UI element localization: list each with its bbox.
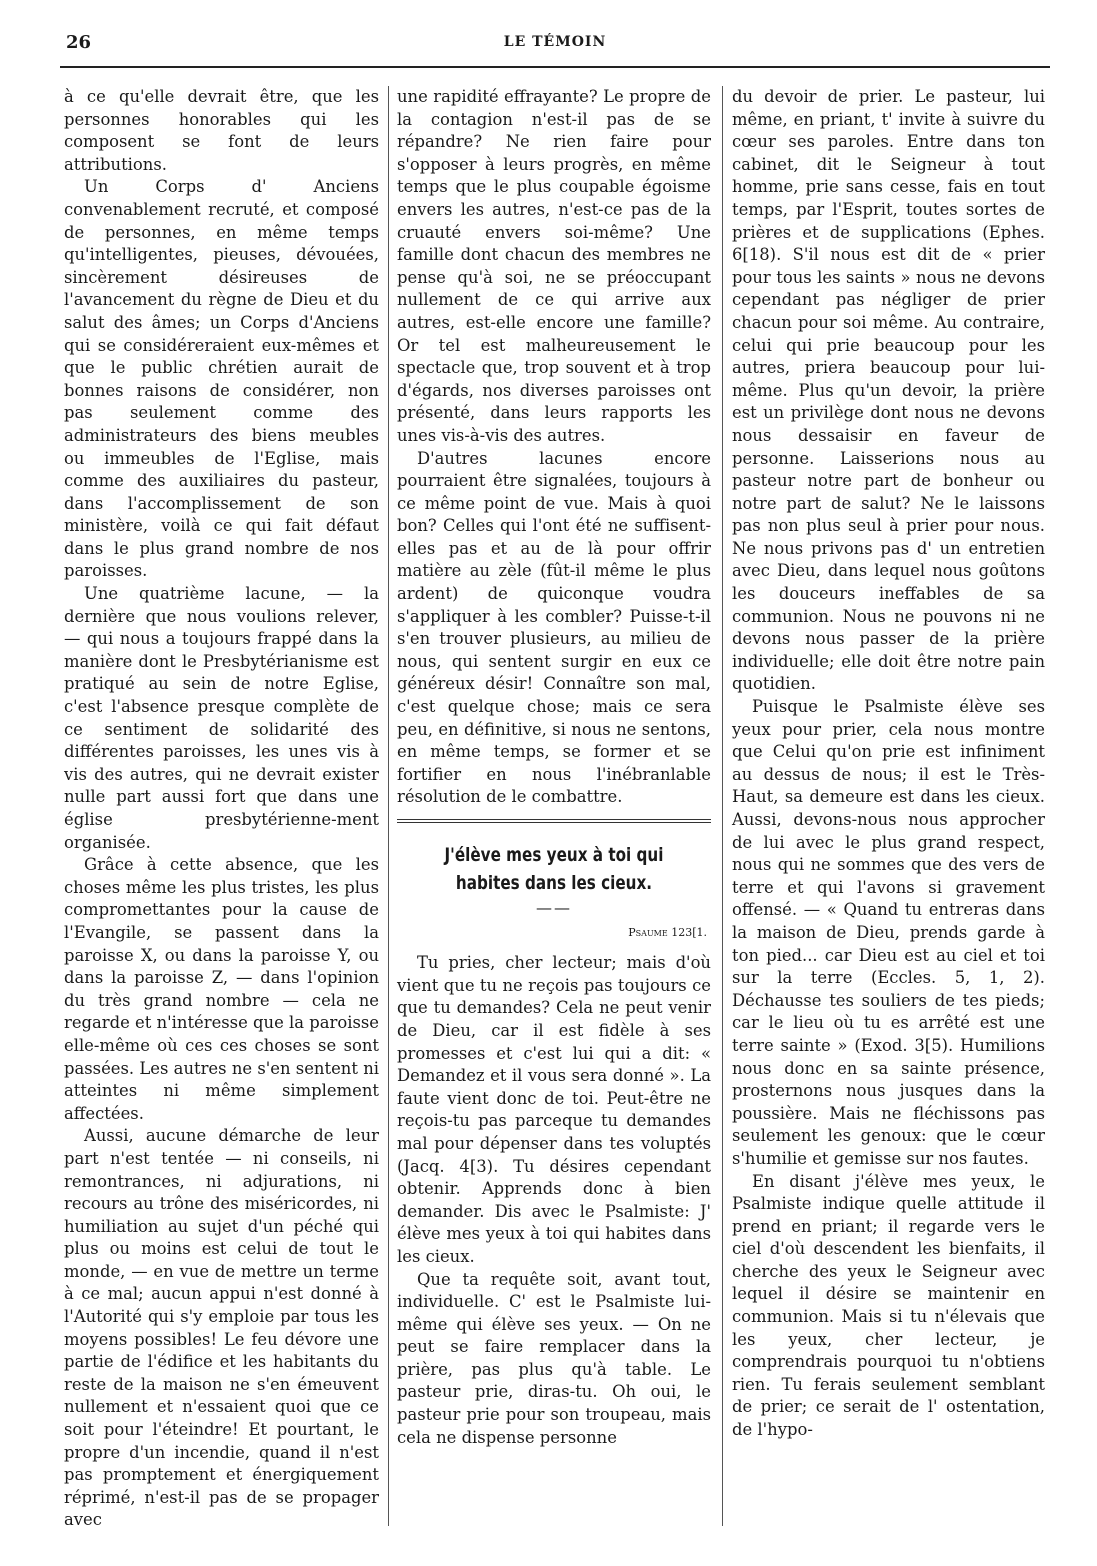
paragraph: Puisque le Psalmiste élève ses yeux pour prier, cela nous montre que Celui qu'on prie est infiniment au dessus de nous; il est le Très-Haut, sa demeure est dans les cieux. Aussi, devons-nous nous approcher de lui avec le plus grand respect, nous qui ne sommes que des vers de terre et qui l'avons si gravement offensé. — « Quand tu entreras dans la maison de Dieu, prends garde à ton pied... car Dieu est au ciel et toi sur la terre (Eccles. 5, 1, 2). Déchausse tes souliers de tes pieds; car le lieu où tu es arrêté est une terre sainte » (Exod. 3[5). Humilions nous donc en sa sainte présence, prosternons nous jusques dans la poussière. Mais ne fléchissons pas seulement les genoux: que le cœur s'humilie et gemisse sur nos fautes. — [732, 697, 1045, 1168]
paragraph: Grâce à cette absence, que les choses même les plus tristes, les plus compromettantes pour la cause de l'Evangile, se passent dans la paroisse X, ou dans la paroisse Y, ou dans la paroisse Z, — dans l'opinion du très grand nombre — cela ne regarde et n'intéresse que la paroisse elle-même où ces ces choses se sont passées. Les autres ne s'en sentent ni atteintes ni même simplement affectées. — [64, 855, 379, 1123]
running-title: LE TÉMOIN — [503, 34, 607, 50]
column-2 — [397, 86, 711, 1449]
paragraph: du devoir de prier. Le pasteur, lui même, en priant, t' invite à suivre du cœur ses paroles. Entre dans ton cabinet, dit le Seigneur à tout homme, prie sans cesse, fais en tout temps, par l'Esprit, toutes sortes de prières et de supplications (Ephes. 6[18). S'il nous est dit de « prier pour tous les saints » nous ne devons cependant pas négliger de prier chacun pour soi même. Au contraire, celui qui prie beaucoup pour les autres, priera beaucoup pour lui-même. Plus qu'un devoir, la prière est un privilège dont nous ne devons nous dessaisir en faveur de personne. Laisserions nous au pasteur notre part de bonheur ou notre part de salut? Ne le laissons pas non plus seul à prier pour nous. Ne nous privons pas d' un entretien avec Dieu, dans lequel nous goûtons les douceurs ineffables de sa communion. Nous ne pouvons ni ne devons nous passer de la prière individuelle; elle doit être notre pain quotidien. — [732, 87, 1045, 694]
title-dash: —— — [536, 898, 572, 917]
paragraph: Tu pries, cher lecteur; mais d'où vient que tu ne reçois pas toujours ce que tu demandes? Cela ne peut venir de Dieu, car il est fidèle à ses promesses et c'est lui qui a dit: « Demandez et il vous sera donné ». La faute vient donc de toi. Peut-être ne reçois-tu pas parceque tu demandes mal pour dépenser dans tes voluptés (Jacq. 4[3). Tu désires cependant obtenir. Apprends donc à bien demander. Dis avec le Psalmiste: J' élève mes yeux à toi qui habites dans les cieux. — [397, 953, 711, 1266]
paragraph: à ce qu'elle devrait être, que les personnes honorables qui les composent se font de leurs attributions. — [64, 87, 379, 174]
page-number: 26 — [66, 32, 92, 53]
paragraph: En disant j'élève mes yeux, le Psalmiste indique quelle attitude il prend en priant; il regarde vers le ciel d'où descendent les bienfaits, il cherche des yeux le Seigneur avec lequel il désire se maintenir en communion. Mais si tu n'élevais que les yeux, cher lecteur, je comprendrais pourquoi tu n'obtiens rien. Tu ferais seulement semblant de prier; ce serait de l' ostentation, de l'hypo- — [732, 1171, 1045, 1440]
column-divider — [388, 86, 389, 1526]
paragraph: Aussi, aucune démarche de leur part n'est tentée — ni conseils, ni remontrances, ni adjurations, ni recours au trône des miséricordes, ni humiliation au sujet d'un péché qui plus ou moins est celui de tout le monde, — en vue de mettre un terme à ce mal; aucun appui n'est donné à l'Autorité qui s'y emploie par tous les moyens possibles! Le feu dévore une partie de l'édifice et les habitants du reste de la maison ne s'en émeuvent nullement et n'essaient quoi que ce soit pour l'éteindre! Et pourtant, le propre d'un incendie, quand il n'est pas promptement et énergiquement réprimé, n'est-il pas de se propager avec — [64, 1126, 379, 1530]
column-divider — [722, 86, 723, 1526]
article-title: J'élève mes yeux à toi qui habites dans les cieux. — [444, 844, 664, 894]
section-divider — [397, 819, 711, 823]
paragraph: Un Corps d' Anciens convenablement recruté, et composé de personnes, en même temps qu'intelligentes, pieuses, dévouées, sincèrement désireuses de l'avancement du règne de Dieu et du salut des âmes; un Corps d'Anciens qui se considéreraient eux-mêmes et que le public chrétien aurait de bonnes raisons de considérer, non pas seulement comme des administrateurs des biens meubles ou immeubles de l'Eglise, mais comme des auxiliaires du pasteur, dans l'accomplissement de son ministère, voilà ce qui fait défaut dans le plus grand nombre de nos paroisses. — [64, 177, 379, 581]
page-header — [60, 26, 1050, 68]
paragraph: une rapidité effrayante? Le propre de la contagion n'est-il pas de se répandre? Ne rien faire pour s'opposer à leurs progrès, en même temps que le plus coupable égoisme envers les autres, n'est-ce pas de la cruauté envers soi-même? Une famille dont chacun des membres ne pense qu'à soi, ne se préoccupant nullement de ce qui arrive aux autres, est-elle encore une famille? Or tel est malheureusement le spectacle que, trop souvent et à trop d'égards, nos diverses paroisses ont présenté, dans leurs rapports les unes vis-à-vis des autres. — [397, 87, 711, 445]
epigraph-reference: Psaume 123[1. — [628, 925, 707, 939]
paragraph: D'autres lacunes encore pourraient être signalées, toujours à ce même point de vue. Mais à quoi bon? Celles qui l'ont été ne suffisent-elles pas et au de là pour offrir matière au zèle (fût-il même le plus ardent) de quiconque voudra s'appliquer à les combler? Puisse-t-il s'en trouver plusieurs, au milieu de nous, qui sentent surgir en eux ce généreux désir! Connaître son mal, c'est quelque chose; mais ce sera peu, en définitive, si nous ne sentons, en même temps, se former et se fortifier en nous l'inébranlable résolution de le combattre. — [397, 448, 711, 807]
column-1 — [64, 86, 379, 1532]
paragraph: Une quatrième lacune, — la dernière que nous voulions relever, — qui nous a toujours frappé dans la manière dont le Presbytérianisme est pratiqué au sein de notre Eglise, c'est l'absence presque complète de ce sentiment de solidarité des différentes paroisses, les unes vis à vis des autres, qui ne devrait exister nulle part aussi fort que dans une église presbytérienne-ment organisée. — [64, 584, 379, 852]
column-3 — [732, 86, 1045, 1442]
paragraph: Que ta requête soit, avant tout, individuelle. C' est le Psalmiste lui-même qui élève ses yeux. — On ne peut se faire remplacer dans la prière, pas plus qu'à table. Le pasteur prie, diras-tu. Oh oui, le pasteur prie pour son troupeau, mais cela ne dispense personne — [397, 1269, 711, 1447]
